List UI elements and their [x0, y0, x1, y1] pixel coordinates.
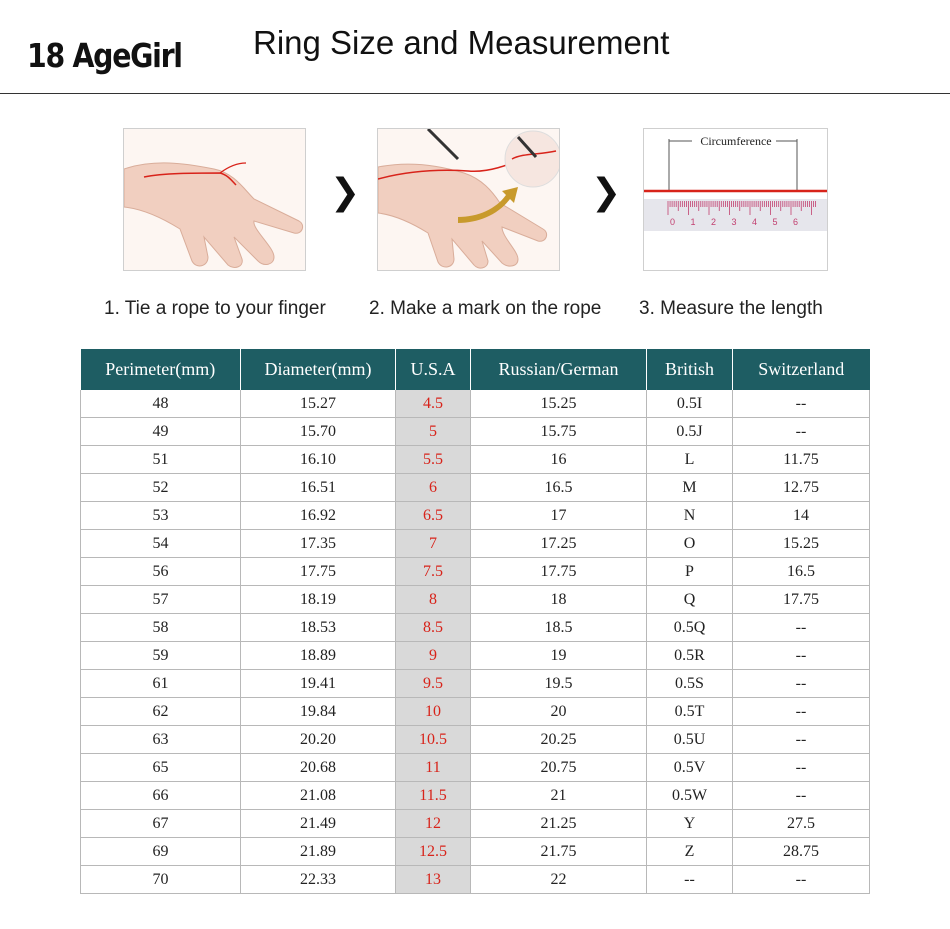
usa-cell: 4.5 — [396, 390, 471, 418]
table-row — [81, 726, 870, 754]
header-divider — [0, 93, 950, 94]
switzerland-cell: -- — [733, 642, 870, 670]
column-header-switzerland: Switzerland — [733, 349, 870, 390]
step-2-mark-image — [377, 128, 560, 271]
perimeter-cell: 58 — [81, 614, 241, 642]
russian-german-cell: 15.75 — [471, 418, 647, 446]
ruler-number: 6 — [793, 217, 799, 227]
perimeter-cell: 54 — [81, 530, 241, 558]
british-cell: L — [647, 446, 733, 474]
switzerland-cell: -- — [733, 754, 870, 782]
ruler-number: 5 — [772, 217, 778, 227]
british-cell: Y — [647, 810, 733, 838]
russian-german-cell: 20 — [471, 698, 647, 726]
british-cell: Z — [647, 838, 733, 866]
switzerland-cell: -- — [733, 390, 870, 418]
diameter-cell: 16.10 — [241, 446, 396, 474]
diameter-cell: 18.53 — [241, 614, 396, 642]
diameter-cell: 16.92 — [241, 502, 396, 530]
russian-german-cell: 21.75 — [471, 838, 647, 866]
usa-cell: 11.5 — [396, 782, 471, 810]
british-cell: 0.5U — [647, 726, 733, 754]
diameter-cell: 21.49 — [241, 810, 396, 838]
step-3-caption: 3. Measure the length — [639, 298, 823, 319]
page-title: Ring Size and Measurement — [253, 24, 670, 61]
switzerland-cell: 27.5 — [733, 810, 870, 838]
table-row — [81, 754, 870, 782]
british-cell: M — [647, 474, 733, 502]
ruler-label: Circumference — [700, 134, 772, 148]
table-row — [81, 502, 870, 530]
ruler-number: 3 — [731, 217, 737, 227]
diameter-cell: 17.75 — [241, 558, 396, 586]
british-cell: -- — [647, 866, 733, 894]
ruler-number: 4 — [752, 217, 758, 227]
column-header-diameter: Diameter(mm) — [241, 349, 396, 390]
diameter-cell: 19.84 — [241, 698, 396, 726]
diameter-cell: 18.89 — [241, 642, 396, 670]
diameter-cell: 20.68 — [241, 754, 396, 782]
step-1-caption: 1. Tie a rope to your finger — [104, 298, 326, 319]
step-2-caption: 2. Make a mark on the rope — [369, 298, 602, 319]
chevron-right-icon: ❯ — [591, 172, 622, 213]
usa-cell: 12.5 — [396, 838, 471, 866]
russian-german-cell: 17 — [471, 502, 647, 530]
table-row — [81, 810, 870, 838]
usa-cell: 7.5 — [396, 558, 471, 586]
diameter-cell: 17.35 — [241, 530, 396, 558]
perimeter-cell: 57 — [81, 586, 241, 614]
table-header-row — [81, 349, 870, 390]
table-row — [81, 390, 870, 418]
russian-german-cell: 18 — [471, 586, 647, 614]
switzerland-cell: -- — [733, 614, 870, 642]
table-row — [81, 418, 870, 446]
switzerland-cell: 14 — [733, 502, 870, 530]
perimeter-cell: 69 — [81, 838, 241, 866]
switzerland-cell: 16.5 — [733, 558, 870, 586]
russian-german-cell: 20.25 — [471, 726, 647, 754]
switzerland-cell: 28.75 — [733, 838, 870, 866]
russian-german-cell: 20.75 — [471, 754, 647, 782]
usa-cell: 5.5 — [396, 446, 471, 474]
usa-cell: 10.5 — [396, 726, 471, 754]
step-1-hand-image — [123, 128, 306, 271]
perimeter-cell: 61 — [81, 670, 241, 698]
diameter-cell: 15.27 — [241, 390, 396, 418]
russian-german-cell: 17.25 — [471, 530, 647, 558]
perimeter-cell: 48 — [81, 390, 241, 418]
perimeter-cell: 70 — [81, 866, 241, 894]
british-cell: Q — [647, 586, 733, 614]
perimeter-cell: 51 — [81, 446, 241, 474]
usa-cell: 7 — [396, 530, 471, 558]
diameter-cell: 15.70 — [241, 418, 396, 446]
table-row — [81, 838, 870, 866]
diameter-cell: 21.08 — [241, 782, 396, 810]
switzerland-cell: -- — [733, 698, 870, 726]
diameter-cell: 19.41 — [241, 670, 396, 698]
diameter-cell: 21.89 — [241, 838, 396, 866]
switzerland-cell: 12.75 — [733, 474, 870, 502]
usa-cell: 8 — [396, 586, 471, 614]
table-row — [81, 670, 870, 698]
russian-german-cell: 18.5 — [471, 614, 647, 642]
british-cell: 0.5T — [647, 698, 733, 726]
usa-cell: 9.5 — [396, 670, 471, 698]
russian-german-cell: 21.25 — [471, 810, 647, 838]
russian-german-cell: 15.25 — [471, 390, 647, 418]
usa-cell: 11 — [396, 754, 471, 782]
british-cell: 0.5W — [647, 782, 733, 810]
perimeter-cell: 52 — [81, 474, 241, 502]
perimeter-cell: 62 — [81, 698, 241, 726]
perimeter-cell: 59 — [81, 642, 241, 670]
ruler-number: 1 — [690, 217, 696, 227]
perimeter-cell: 66 — [81, 782, 241, 810]
switzerland-cell: 11.75 — [733, 446, 870, 474]
table-row — [81, 866, 870, 894]
russian-german-cell: 16.5 — [471, 474, 647, 502]
british-cell: P — [647, 558, 733, 586]
usa-cell: 5 — [396, 418, 471, 446]
british-cell: N — [647, 502, 733, 530]
table-row — [81, 782, 870, 810]
ring-size-table — [80, 349, 870, 894]
usa-cell: 8.5 — [396, 614, 471, 642]
british-cell: 0.5J — [647, 418, 733, 446]
perimeter-cell: 53 — [81, 502, 241, 530]
usa-cell: 6 — [396, 474, 471, 502]
russian-german-cell: 17.75 — [471, 558, 647, 586]
table-row — [81, 642, 870, 670]
british-cell: 0.5V — [647, 754, 733, 782]
russian-german-cell: 22 — [471, 866, 647, 894]
step-3-ruler-image — [643, 128, 828, 271]
column-header-russian-german: Russian/German — [471, 349, 647, 390]
switzerland-cell: -- — [733, 866, 870, 894]
diameter-cell: 22.33 — [241, 866, 396, 894]
perimeter-cell: 67 — [81, 810, 241, 838]
switzerland-cell: 15.25 — [733, 530, 870, 558]
table-row — [81, 558, 870, 586]
table-row — [81, 586, 870, 614]
ruler-number: 0 — [670, 217, 676, 227]
table-body — [81, 390, 870, 894]
diameter-cell: 16.51 — [241, 474, 396, 502]
switzerland-cell: -- — [733, 782, 870, 810]
perimeter-cell: 49 — [81, 418, 241, 446]
diameter-cell: 20.20 — [241, 726, 396, 754]
column-header-british: British — [647, 349, 733, 390]
switzerland-cell: -- — [733, 726, 870, 754]
ruler-number: 2 — [711, 217, 717, 227]
chevron-right-icon: ❯ — [330, 172, 361, 213]
russian-german-cell: 21 — [471, 782, 647, 810]
perimeter-cell: 65 — [81, 754, 241, 782]
switzerland-cell: 17.75 — [733, 586, 870, 614]
table-row — [81, 446, 870, 474]
diameter-cell: 18.19 — [241, 586, 396, 614]
table-row — [81, 474, 870, 502]
switzerland-cell: -- — [733, 670, 870, 698]
british-cell: 0.5Q — [647, 614, 733, 642]
usa-cell: 12 — [396, 810, 471, 838]
usa-cell: 9 — [396, 642, 471, 670]
table-row — [81, 530, 870, 558]
brand-logo: 18 AgeGirl — [27, 36, 182, 75]
russian-german-cell: 19 — [471, 642, 647, 670]
column-header-perimeter: Perimeter(mm) — [81, 349, 241, 390]
perimeter-cell: 63 — [81, 726, 241, 754]
perimeter-cell: 56 — [81, 558, 241, 586]
switzerland-cell: -- — [733, 418, 870, 446]
russian-german-cell: 16 — [471, 446, 647, 474]
british-cell: 0.5S — [647, 670, 733, 698]
russian-german-cell: 19.5 — [471, 670, 647, 698]
column-header-usa: U.S.A — [396, 349, 471, 390]
table-row — [81, 698, 870, 726]
british-cell: 0.5I — [647, 390, 733, 418]
table-row — [81, 614, 870, 642]
usa-cell: 13 — [396, 866, 471, 894]
usa-cell: 6.5 — [396, 502, 471, 530]
usa-cell: 10 — [396, 698, 471, 726]
british-cell: O — [647, 530, 733, 558]
british-cell: 0.5R — [647, 642, 733, 670]
